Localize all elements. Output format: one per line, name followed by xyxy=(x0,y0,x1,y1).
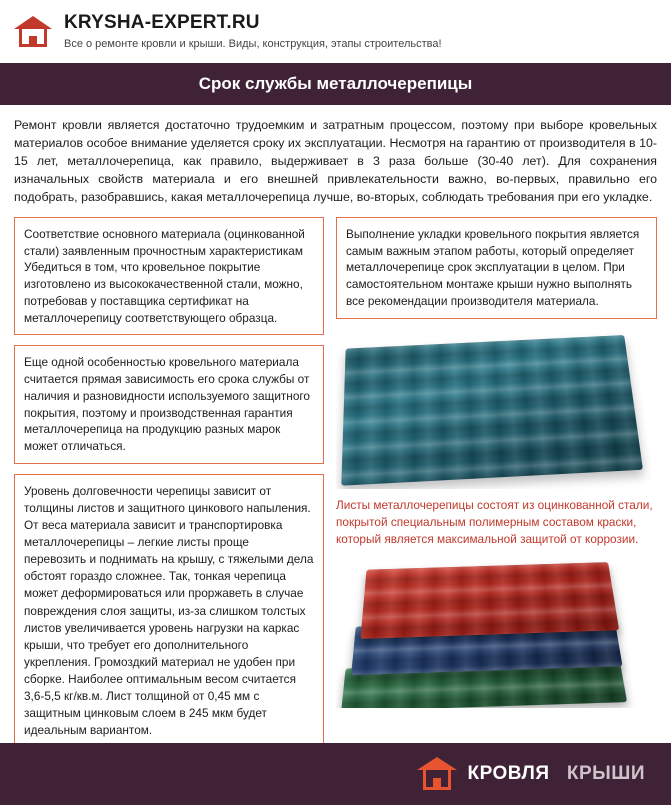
info-card: Уровень долговечности черепицы зависит от толщины листов и защитного цинкового напыления. От веса материала зависит и транспортировка металлочерепицы – легкие листы проще перевозить и поднимать на крышу, с тяжелыми дела обстоят гораздо сложнее. Так, тонкая черепица может деформироваться или проржаветь в случае повреждения слоя защиты, из-за слишком толстых листов увеличивается уровень нагрузки на каркас крыши, что требует его дополнительного укрепления. Громоздкий материал не удобен при сборке. Наиболее оптимальным весом считается 3,6-5,5 кг/кв.м. Лист толщиной от 0,45 мм с защитным цинковым слоем в 245 мкм будет идеальным вариантом. xyxy=(14,474,324,748)
site-branding xyxy=(64,12,442,51)
colored-metal-tile-sheets-image xyxy=(336,558,657,708)
page-title: Срок службы металлочерепицы xyxy=(0,63,671,105)
content-columns xyxy=(0,213,671,758)
footer-brand xyxy=(467,763,645,785)
image-caption: Листы металлочерепицы состоят из оцинкованной стали, покрытой специальным полимерным составом краски, который является максимальной защитой от коррозии. xyxy=(336,497,653,546)
house-roof-icon xyxy=(417,757,457,791)
intro-paragraph: Ремонт кровли является достаточно трудоемким и затратным процессом, поэтому при выборе кровельных материалов особое внимание уделяется сроку их эксплуатации. Несмотря на гарантию от производителя в 10-15 лет, металлочерепица, как правило, выдерживает в 3 раза больше (30-40 лет). Для сохранения изначальных свойств материала и его внешней привлекательности важно, во-первых, правильно его подобрать, разобравшись, какая металлочерепица лучше, во-вторых, соблюдать требования при его укладке. xyxy=(14,117,657,204)
footer-brand-part1: КРОВЛЯ xyxy=(467,763,550,784)
site-title: KRYSHA-EXPERT.RU xyxy=(64,12,260,33)
info-card: Соответствие основного материала (оцинкованной стали) заявленным прочностным характеристикам Убедиться в том, что кровельное покрытие изготовлено из высококачественной стали, можно, потребовав у поставщика сертификат на металлочерепицу соответствующего образца. xyxy=(14,217,324,336)
blue-metal-tile-sheet-image xyxy=(336,329,657,489)
right-column xyxy=(336,217,657,758)
site-footer xyxy=(0,743,671,805)
site-header xyxy=(0,0,671,61)
house-roof-icon xyxy=(14,14,52,48)
info-card: Выполнение укладки кровельного покрытия является самым важным этапом работы, который определяет металлочерепице срок эксплуатации в целом. При самостоятельном монтаже крыши нужно выполнять все рекомендации производителя материала. xyxy=(336,217,657,319)
left-column xyxy=(14,217,324,758)
site-tagline: Все о ремонте кровли и крыши. Виды, конструкция, этапы строительства! xyxy=(64,37,442,50)
info-card: Еще одной особенностью кровельного материала считается прямая зависимость его срока службы от наличия и разновидности используемого защитного покрытия, поэтому и производственная гарантия металлочерепица на продукцию разных марок может отличаться. xyxy=(14,345,324,464)
footer-brand-part2: КРЫШИ xyxy=(566,763,645,784)
